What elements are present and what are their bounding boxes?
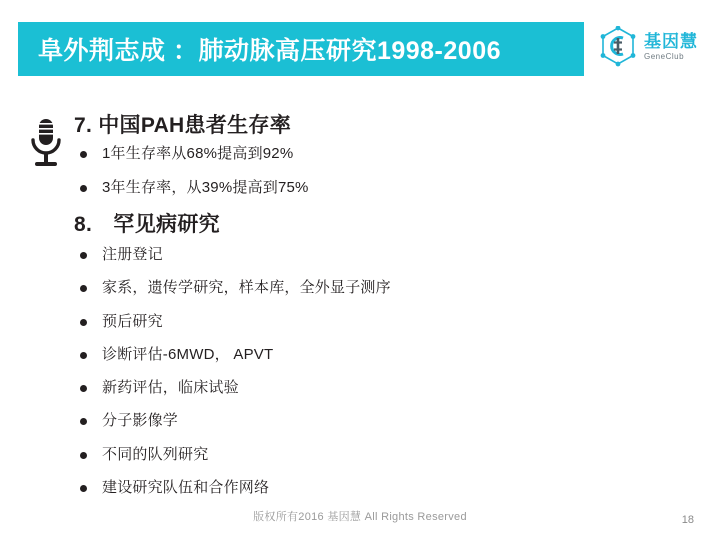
list-item: 3年生存率，从39%提高到75% [74, 178, 674, 198]
list-item: 分子影像学 [74, 411, 674, 431]
section-heading-7: 7. 中国PAH患者生存率 [74, 114, 292, 137]
list-item: 不同的队列研究 [74, 445, 674, 465]
list-item: 建设研究队伍和合作网络 [74, 478, 674, 498]
list-item: 预后研究 [74, 312, 674, 332]
list-item: 注册登记 [74, 245, 674, 265]
slide-content [74, 112, 674, 511]
logo-name-en: GeneClub [644, 52, 685, 61]
list-item: 新药评估，临床试验 [74, 378, 674, 398]
brand-logo [599, 26, 698, 68]
microphone-icon [26, 118, 66, 172]
logo-text [644, 33, 698, 61]
bullet-list-7 [74, 144, 674, 198]
copyright-text: 版权所有2016 基因慧 All Rights Reserved [253, 511, 467, 523]
hexagon-molecule-icon [599, 26, 637, 68]
header-bar [18, 22, 584, 76]
page-title: 阜外荆志成 ：肺动脉高压研究1998-2006 [38, 37, 502, 65]
page-number: 18 [681, 514, 694, 526]
list-item: 诊断评估-6MWD， APVT [74, 345, 674, 365]
bullet-list-8 [74, 245, 674, 498]
section-heading-8: 8. 罕见病研究 [74, 212, 220, 236]
list-item: 1年生存率从68%提高到92% [74, 144, 674, 164]
list-item: 家系，遗传学研究，样本库，全外显子测序 [74, 278, 674, 298]
logo-name-cn: 基因慧 [644, 32, 698, 51]
